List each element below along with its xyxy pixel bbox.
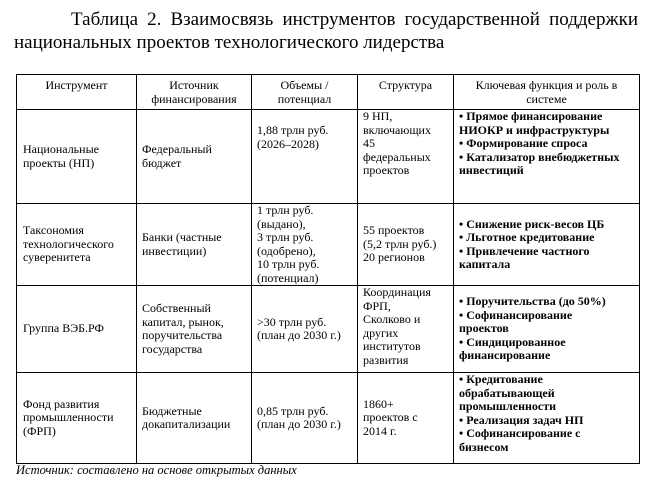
table-header-row	[17, 75, 640, 110]
cell-structure-line: федеральных	[363, 149, 431, 164]
cell-funding-source: Бюджетные докапитализации	[137, 373, 252, 464]
cell-volume	[252, 286, 358, 373]
cell-structure-line: включающих	[363, 122, 431, 137]
cell-function-line: • Софинансирование с	[459, 426, 581, 440]
header-funding-source: Источник финансирования	[137, 75, 252, 110]
cell-structure-line: 45	[363, 136, 375, 150]
cell-function-line: бизнесом	[459, 439, 509, 454]
header-function: Ключевая функция и роль в системе	[454, 75, 640, 110]
table-row	[17, 373, 640, 464]
cell-structure	[358, 110, 454, 204]
cell-instrument: Группа ВЭБ.РФ	[17, 286, 137, 373]
cell-volume-line: 1 трлн руб.	[257, 203, 314, 217]
cell-volume-line: 1,88 трлн руб.	[257, 123, 329, 137]
cell-function-line: инвестиций	[459, 163, 524, 177]
table-title-line-1: Таблица 2. Взаимосвязь инструментов государственной поддержки	[71, 9, 638, 30]
cell-volume-line: (план до 2030 г.)	[257, 417, 341, 431]
cell-structure-line: других	[363, 325, 399, 340]
header-volume: Объемы / потенциал	[252, 75, 358, 110]
cell-function-line: • Кредитование	[459, 372, 543, 386]
cell-function-line: НИОКР и инфраструктуры	[459, 122, 610, 137]
cell-volume-line: (план до 2030 г.)	[257, 328, 341, 342]
support-instruments-table	[16, 74, 640, 464]
cell-volume-line: (одобрено),	[257, 243, 316, 258]
cell-structure-line: 20 регионов	[363, 250, 425, 265]
cell-volume-line: 3 трлн руб.	[257, 230, 314, 244]
table-title	[14, 8, 638, 54]
header-instrument: Инструмент	[17, 75, 137, 110]
cell-volume-line: (выдано),	[257, 216, 306, 231]
cell-instrument: Фонд развития промышленности (ФРП)	[17, 373, 137, 464]
cell-structure-line: институтов	[363, 339, 421, 353]
cell-volume	[252, 204, 358, 286]
cell-structure	[358, 286, 454, 373]
table-row	[17, 204, 640, 286]
cell-function-line: капитала	[459, 257, 511, 271]
cell-function-line: финансирование	[459, 348, 551, 363]
cell-volume	[252, 373, 358, 464]
cell-structure-line: проектов с	[363, 410, 418, 425]
cell-structure	[358, 373, 454, 464]
cell-structure-line: 9 НП,	[363, 109, 393, 123]
cell-volume	[252, 110, 358, 204]
cell-funding-source: Федеральный бюджет	[137, 110, 252, 204]
cell-structure-line: развития	[363, 352, 409, 367]
cell-instrument: Таксономия технологического суверенитета	[17, 204, 137, 286]
cell-function	[454, 286, 640, 373]
cell-function-line: промышленности	[459, 399, 557, 413]
cell-structure-line: 2014 г.	[363, 423, 397, 438]
header-structure: Структура	[358, 75, 454, 110]
cell-structure-line: проектов	[363, 163, 410, 177]
cell-function-line: • Прямое финансирование	[459, 109, 603, 123]
cell-volume-line: (2026–2028)	[257, 136, 319, 151]
cell-function	[454, 110, 640, 204]
cell-funding-source: Собственный капитал, рынок, поручительства государства	[137, 286, 252, 373]
cell-structure-line: Сколково и	[363, 312, 421, 326]
cell-function-line: • Катализатор внебюджетных	[459, 149, 620, 164]
cell-funding-source: Банки (частные инвестиции)	[137, 204, 252, 286]
cell-function	[454, 373, 640, 464]
cell-function-line: • Снижение риск-весов ЦБ	[459, 216, 605, 231]
cell-volume-line: 0,85 трлн руб.	[257, 403, 329, 418]
cell-function-line: • Софинансирование	[459, 307, 573, 322]
cell-structure	[358, 204, 454, 286]
table-title-line-2: национальных проектов технологического лидерства	[14, 32, 445, 53]
cell-structure-line: (5,2 трлн руб.)	[363, 236, 437, 251]
cell-function-line: • Реализация задач НП	[459, 412, 584, 427]
cell-volume-line: (потенциал)	[257, 270, 319, 285]
cell-function-line: • Синдицированное	[459, 334, 566, 349]
cell-function-line: проектов	[459, 321, 509, 336]
cell-structure-line: ФРП,	[363, 298, 391, 313]
cell-structure-line: 55 проектов	[363, 223, 425, 238]
cell-volume-line: 10 трлн руб.	[257, 257, 320, 271]
table-row	[17, 110, 640, 204]
cell-function-line: • Привлечение частного	[459, 243, 590, 258]
cell-function-line: • Формирование спроса	[459, 136, 588, 150]
cell-structure-line: Координация	[363, 285, 431, 299]
source-note: Источник: составлено на основе открытых данных	[16, 463, 297, 477]
cell-function-line: • Поручительства (до 50%)	[459, 294, 606, 309]
cell-volume-line: >30 трлн руб.	[257, 314, 327, 329]
cell-function-line: обрабатывающей	[459, 385, 555, 400]
cell-function	[454, 204, 640, 286]
table-row	[17, 286, 640, 373]
cell-instrument: Национальные проекты (НП)	[17, 110, 137, 204]
cell-structure-line: 1860+	[363, 396, 394, 411]
cell-function-line: • Льготное кредитование	[459, 230, 595, 244]
